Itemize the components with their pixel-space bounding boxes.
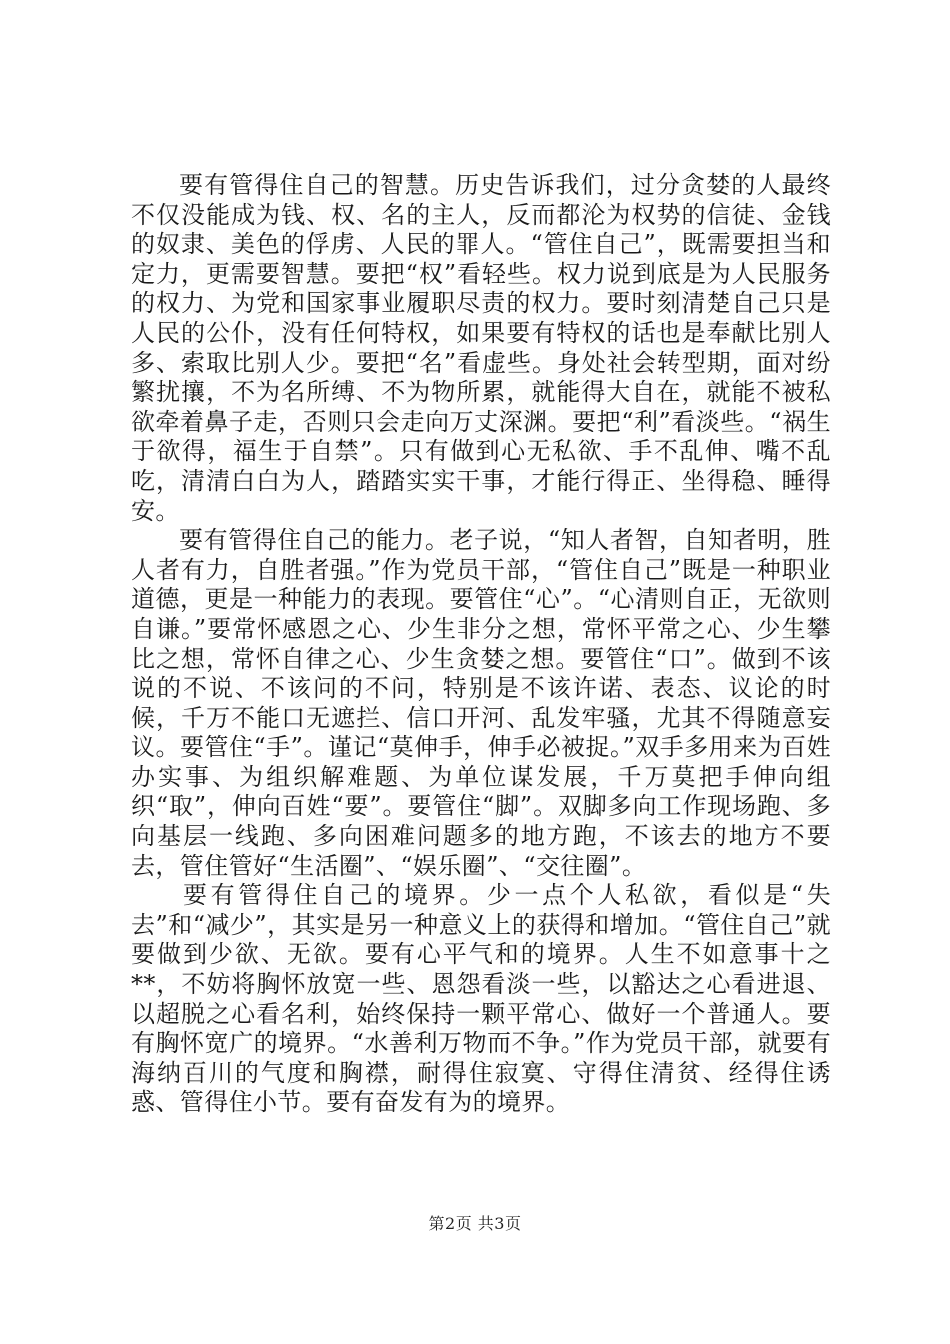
page-footer: 第2页 共3页 bbox=[428, 1214, 522, 1233]
paragraph-wisdom: 要有管得住自己的智慧。历史告诉我们，过分贪婪的人最终不仅没能成为钱、权、名的主人，反而都沦为权势的信徒、金钱的奴隶、美色的俘虏、人民的罪人。“管住自己”，既需要担当和定力，更需要智慧。要把“权”看轻些。权力说到底是为人民服务的权力、为党和国家事业履职尽责的权力。要时刻清楚自己只是人民的公仆，没有任何特权，如果要有特权的话也是奉献比别人多、索取比别人少。要把“名”看虚些。身处社会转型期，面对纷繁扰攘，不为名所缚、不为物所累，就能得大自在，就能不被私欲牵着鼻子走，否则只会走向万丈深渊。要把“利”看淡些。“祸生于欲得，福生于自禁”。只有做到心无私欲、手不乱伸、嘴不乱吃，清清白白为人，踏踏实实干事，才能行得正、坐得稳、睡得安。 bbox=[131, 171, 831, 525]
document-body bbox=[131, 171, 831, 1118]
paragraph-ability: 要有管得住自己的能力。老子说，“知人者智，自知者明，胜人者有力，自胜者强。”作为党员干部，“管住自己”既是一种职业道德，更是一种能力的表现。要管住“心”。“心清则自正，无欲则自谦。”要常怀感恩之心、少生非分之想，常怀平常之心、少生攀比之想，常怀自律之心、少生贪婪之想。要管住“口”。做到不该说的不说、不该问的不问，特别是不该许诺、表态、议论的时候，千万不能口无遮拦、信口开河、乱发牢骚，尤其不得随意妄议。要管住“手”。谨记“莫伸手，伸手必被捉。”双手多用来为百姓办实事、为组织解难题、为单位谋发展，千万莫把手伸向组织“取”，伸向百姓“要”。要管住“脚”。双脚多向工作现场跑、多向基层一线跑、多向困难问题多的地方跑，不该去的地方不要去，管住管好“生活圈”、“娱乐圈”、“交往圈”。 bbox=[131, 526, 831, 880]
paragraph-realm: 要有管得住自己的境界。少一点个人私欲，看似是“失去”和“减少”，其实是另一种意义上的获得和增加。“管住自己”就要做到少欲、无欲。要有心平气和的境界。人生不如意事十之**，不妨将胸怀放宽一些、恩怨看淡一些，以豁达之心看进退、以超脱之心看名利，始终保持一颗平常心、做好一个普通人。要有胸怀宽广的境界。“水善利万物而不争。”作为党员干部，就要有海纳百川的气度和胸襟，耐得住寂寞、守得住清贫、经得住诱惑、管得住小节。要有奋发有为的境界。 bbox=[131, 881, 831, 1117]
